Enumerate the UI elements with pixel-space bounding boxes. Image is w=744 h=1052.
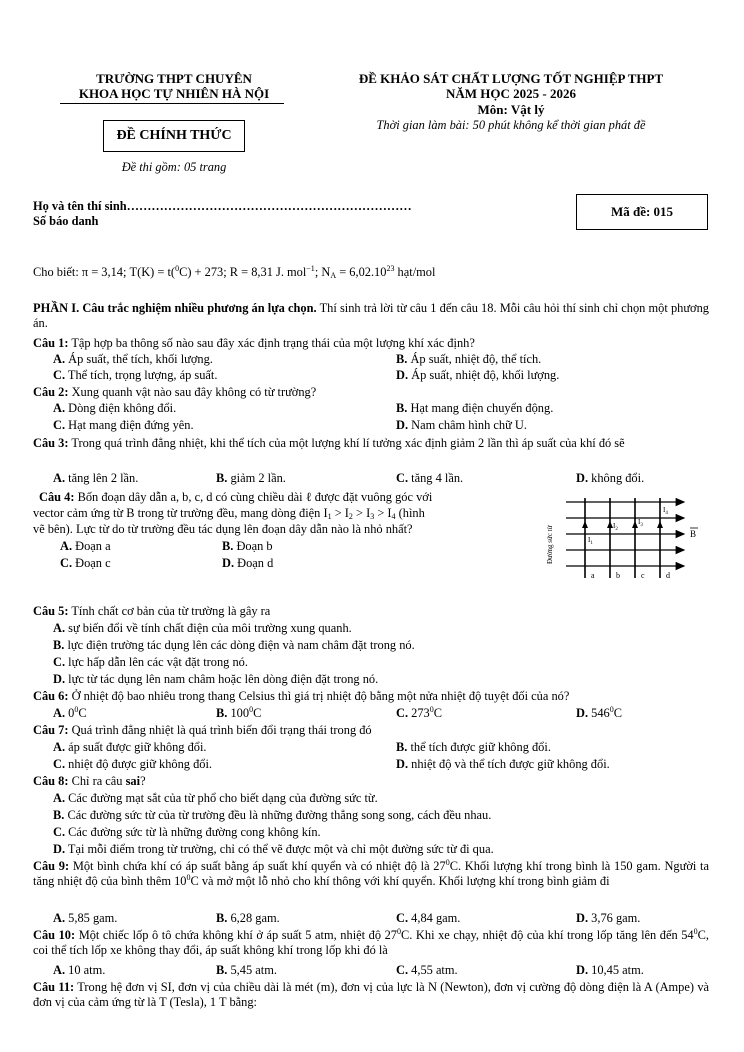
q1-option-d: D. Áp suất, nhiệt độ, khối lượng. <box>396 368 560 382</box>
q5-option-c: C. lực hấp dẫn lên các vật đặt trong nó. <box>53 655 248 669</box>
question-6: Câu 6: Ở nhiệt độ bao nhiêu trong thang Celsius thì giá trị nhiệt độ bằng một nửa nhiệt độ tuyệt đối của nó? <box>33 689 570 703</box>
q3-option-d: D. không đổi. <box>576 471 645 485</box>
subject: Môn: Vật lý <box>477 102 545 117</box>
question-9: Câu 9: Một bình chứa khí có áp suất bằng áp suất khí quyển và có nhiệt độ là $27^0C$. Khối lượng khí trong bình là 150 gam. Người ta tăng nhiệt độ của bình thêm $10^0C$ và mở một lỗ nhỏ cho khí thông với khí quyển. Khối lượng khí trong bình giảm đi <box>33 858 709 888</box>
current-arrows <box>582 521 663 528</box>
q7-option-a: A. áp suất được giữ không đổi. <box>53 740 207 754</box>
current-label-4: $I_4$ <box>663 506 668 516</box>
school-underline <box>60 103 284 104</box>
field-vector-label: B <box>690 529 697 539</box>
school-name-line2: KHOA HỌC TỰ NHIÊN HÀ NỘI <box>78 86 270 101</box>
question-3: Câu 3: Trong quá trình đẳng nhiệt, khi thể tích của một lượng khí lí tưởng xác định giảm 2 lần thì áp suất của khí đó sẽ <box>33 436 625 450</box>
q2-option-c: C. Hạt mang điện đứng yên. <box>53 418 194 432</box>
field-line-axis-label: Đường sức từ <box>546 525 554 564</box>
current-label-2: $I_2$ <box>613 522 618 532</box>
q9-option-a: A. 5,85 gam. <box>53 911 118 925</box>
q9-option-c: C. 4,84 gam. <box>396 911 461 925</box>
question-11: Câu 11: Trong hệ đơn vị SI, đơn vị của chiều dài là mét (m), đơn vị của lực là N (Newton), đơn vị cường độ dòng điện là A (Ampe) và đơn vị của cảm ứng từ là T (Tesla), 1 T bằng: <box>33 980 710 1009</box>
school-name-line1: TRƯỜNG THPT CHUYÊN <box>96 71 252 86</box>
q3-option-a: A. tăng lên 2 lần. <box>53 471 139 485</box>
question-1: Câu 1: Tập hợp ba thông số nào sau đây xác định trạng thái của một lượng khí xác định? <box>33 336 475 350</box>
q4-option-a: A. Đoạn a <box>60 539 111 553</box>
q4-option-d: D. Đoạn d <box>222 556 274 570</box>
question-7: Câu 7: Quá trình đẳng nhiệt là quá trình biến đổi trạng thái trong đó <box>33 723 372 737</box>
q10-option-a: A. 10 atm. <box>53 963 106 977</box>
q10-option-b: B. 5,45 atm. <box>216 963 277 977</box>
q1-option-c: C. Thể tích, trọng lượng, áp suất. <box>53 368 218 382</box>
q6-option-a: A. $0^0C$ <box>53 705 87 720</box>
q8-option-a: A. Các đường mạt sắt của từ phổ cho biết dạng của đường sức từ. <box>53 791 378 805</box>
q1-option-a: A. Áp suất, thể tích, khối lượng. <box>53 352 213 366</box>
q6-option-b: B. $100^0C$ <box>216 705 262 720</box>
magnetic-field-figure <box>538 490 706 586</box>
question-10: Câu 10: Một chiếc lốp ô tô chứa không khí ở áp suất 5 atm, nhiệt độ $27^0C$. Khi xe chạy, nhiệt độ của khí trong lốp tăng lên đến $54^0C$, coi thể tích lốp xe không thay đổi, áp suất không khí trong lốp khi đó là <box>33 927 709 957</box>
question-4-line2: vector cảm ứng từ B trong từ trường đều, mang dòng điện $I_1 > I_2 > I_3 > I_4$ (hình <box>33 506 425 521</box>
current-label-1: $I_1$ <box>588 536 593 546</box>
q2-option-a: A. Dòng điện không đổi. <box>53 401 177 415</box>
question-5: Câu 5: Tính chất cơ bản của từ trường là gây ra <box>33 604 271 618</box>
candidate-name-field: Họ và tên thí sinh…………………………………………………………… <box>33 199 412 213</box>
q1-option-b: B. Áp suất, nhiệt độ, thể tích. <box>396 352 542 366</box>
q9-option-d: D. 3,76 gam. <box>576 911 641 925</box>
q6-option-d: D. $546^0C$ <box>576 705 623 720</box>
q10-option-d: D. 10,45 atm. <box>576 963 644 977</box>
question-4-line3: vẽ bên). Lực từ do từ trường đều tác dụng lên đoạn dây dẫn nào là nhỏ nhất? <box>33 522 413 536</box>
exam-code-box: Mã đề: 015 <box>576 194 708 230</box>
q3-option-c: C. tăng 4 lần. <box>396 471 464 485</box>
q7-option-b: B. thể tích được giữ không đổi. <box>396 740 551 754</box>
q8-option-d: D. Tại mỗi điểm trong từ trường, chỉ có thể vẽ được một và chỉ một đường sức từ đi qua. <box>53 842 494 856</box>
q5-option-a: A. sự biến đổi về tính chất điện của môi trường xung quanh. <box>53 621 352 635</box>
wire-label-a: a <box>591 571 595 580</box>
exam-title-line2: NĂM HỌC 2025 - 2026 <box>446 86 576 101</box>
question-8: Câu 8: Chỉ ra câu sai? <box>33 774 146 788</box>
wire-label-b: b <box>616 571 620 580</box>
q7-option-c: C. nhiệt độ được giữ không đổi. <box>53 757 213 771</box>
wire-label-c: c <box>641 571 645 580</box>
q4-option-c: C. Đoạn c <box>60 556 111 570</box>
q5-option-b: B. lực điện trường tác dụng lên các dòng điện và nam châm đặt trong nó. <box>53 638 415 652</box>
wire-label-d: d <box>666 571 670 580</box>
q5-option-d: D. lực từ tác dụng lên nam châm hoặc lên dòng điện đặt trong nó. <box>53 672 379 686</box>
exam-title-line1: ĐỀ KHẢO SÁT CHẤT LƯỢNG TỐT NGHIỆP THPT <box>358 71 664 86</box>
q2-option-d: D. Nam châm hình chữ U. <box>396 418 527 432</box>
part1-intro: PHẦN I. Câu trắc nghiệm nhiều phương án lựa chọn. Thí sinh trả lời từ câu 1 đến câu 18. Mỗi câu hỏi thí sinh chỉ chọn một phương án. <box>33 301 709 330</box>
official-label: ĐỀ CHÍNH THỨC <box>103 120 245 152</box>
time-note: Thời gian làm bài: 50 phút không kể thời gian phát đề <box>376 118 646 132</box>
q4-option-b: B. Đoạn b <box>222 539 273 553</box>
q7-option-d: D. nhiệt độ và thể tích được giữ không đổi. <box>396 757 610 771</box>
candidate-id-field: Số báo danh <box>33 214 99 228</box>
q3-option-b: B. giảm 2 lần. <box>216 471 286 485</box>
constants-line: Cho biết: π = 3,14; T(K) = t($^0$C) + 273; R = 8,31 J. mol$^{-1}$; $N_A = 6,02.10^{23}$ hạt/mol <box>33 264 436 280</box>
q8-option-c: C. Các đường sức từ là những đường cong không kín. <box>53 825 321 839</box>
question-4-line1: Câu 4: Bốn đoạn dây dẫn a, b, c, d có cùng chiều dài ℓ được đặt vuông góc với <box>39 490 433 504</box>
pages-note: Đề thi gồm: 05 trang <box>121 160 227 174</box>
q8-option-b: B. Các đường sức từ của từ trường đều là những đường thẳng song song, cách đều nhau. <box>53 808 492 822</box>
q2-option-b: B. Hạt mang điện chuyển động. <box>396 401 554 415</box>
q9-option-b: B. 6,28 gam. <box>216 911 280 925</box>
current-label-3: $I_3$ <box>638 518 643 528</box>
q6-option-c: C. $273^0C$ <box>396 705 443 720</box>
question-2: Câu 2: Xung quanh vật nào sau đây không có từ trường? <box>33 385 317 399</box>
q10-option-c: C. 4,55 atm. <box>396 963 458 977</box>
